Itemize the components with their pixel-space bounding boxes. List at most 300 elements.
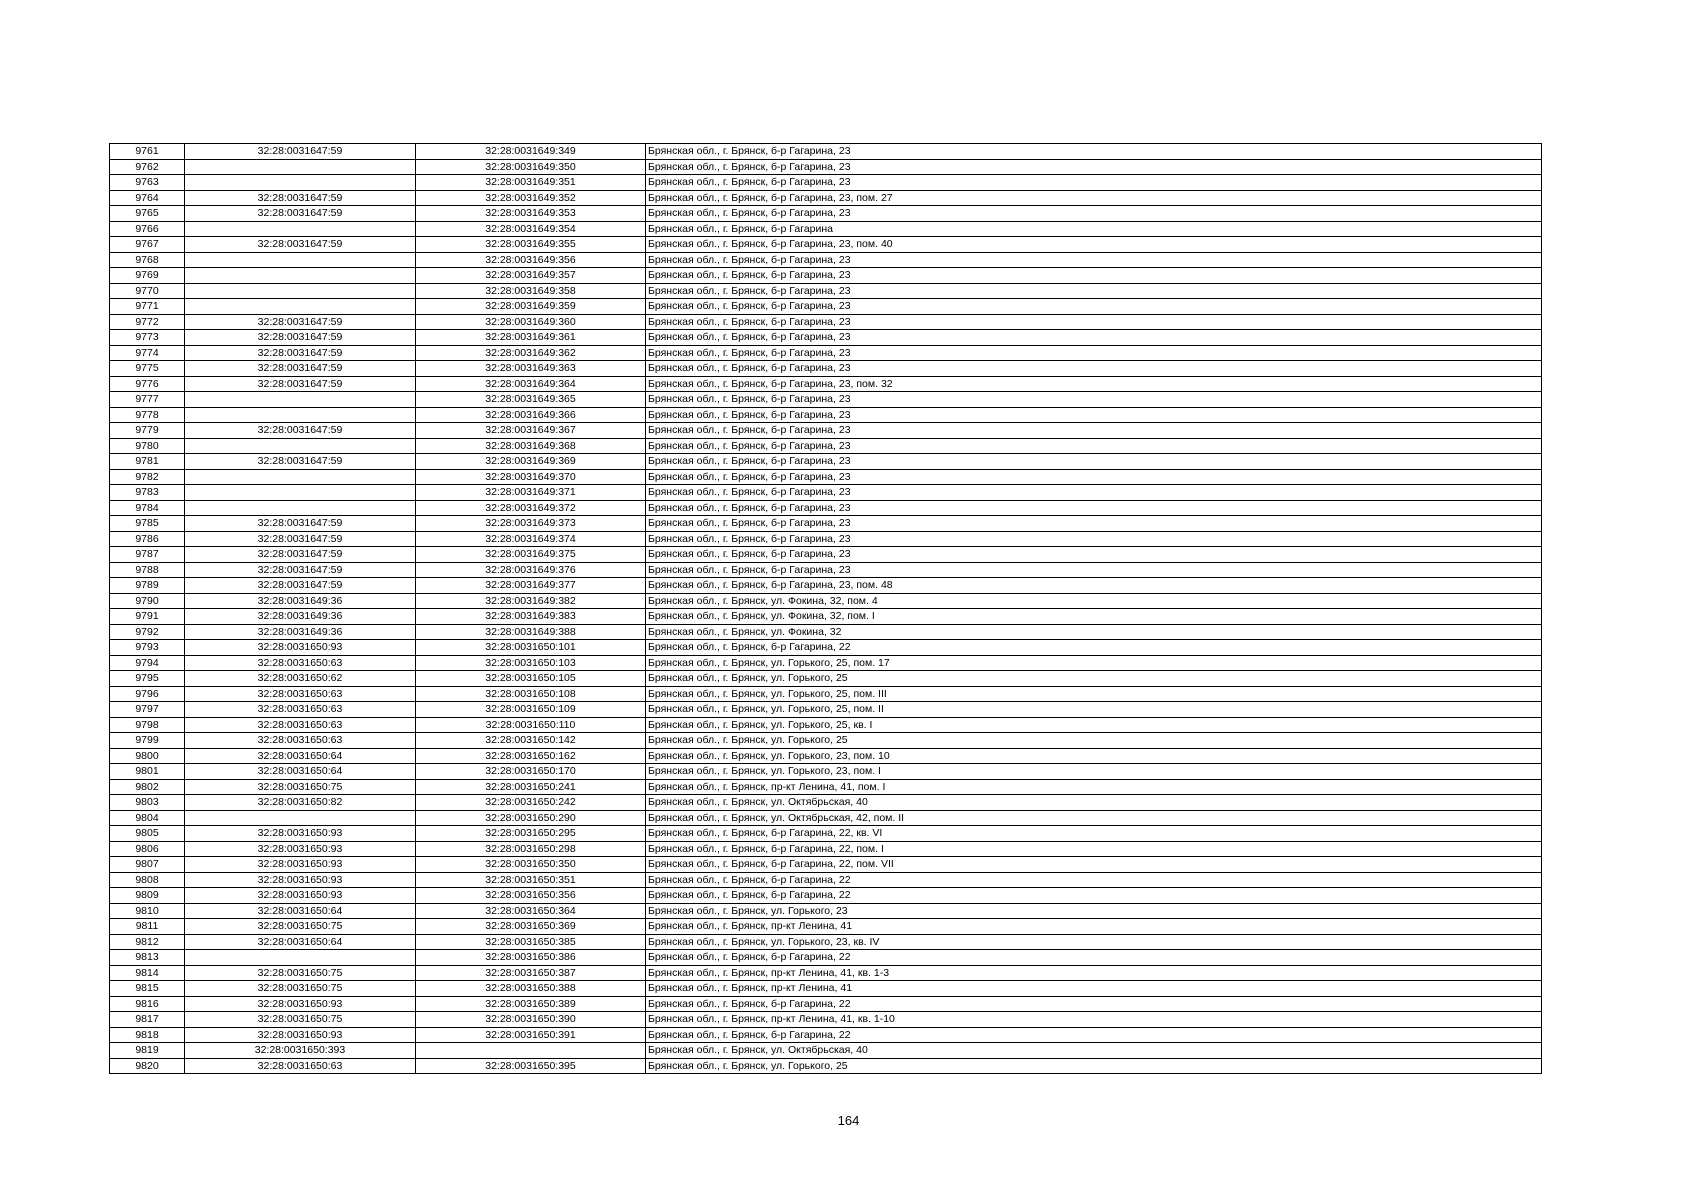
- land-cadastral-number-cell: 32:28:0031650:93: [185, 888, 416, 904]
- address-cell: Брянская обл., г. Брянск, ул. Горького, 25: [646, 1058, 1542, 1074]
- address-cell: Брянская обл., г. Брянск, ул. Октябрьская, 40: [646, 1043, 1542, 1059]
- row-number-cell: 9762: [110, 159, 185, 175]
- object-cadastral-number-cell: 32:28:0031649:358: [416, 283, 646, 299]
- address-cell: Брянская обл., г. Брянск, б-р Гагарина, 23: [646, 500, 1542, 516]
- object-cadastral-number-cell: 32:28:0031650:351: [416, 872, 646, 888]
- address-cell: Брянская обл., г. Брянск, ул. Фокина, 32: [646, 624, 1542, 640]
- land-cadastral-number-cell: 32:28:0031650:75: [185, 919, 416, 935]
- table-row: [110, 190, 1542, 206]
- object-cadastral-number-cell: 32:28:0031649:355: [416, 237, 646, 253]
- address-cell: Брянская обл., г. Брянск, б-р Гагарина, 23: [646, 345, 1542, 361]
- row-number-cell: 9818: [110, 1027, 185, 1043]
- row-number-cell: 9776: [110, 376, 185, 392]
- row-number-cell: 9799: [110, 733, 185, 749]
- land-cadastral-number-cell: 32:28:0031647:59: [185, 531, 416, 547]
- land-cadastral-number-cell: 32:28:0031650:75: [185, 779, 416, 795]
- object-cadastral-number-cell: 32:28:0031650:298: [416, 841, 646, 857]
- row-number-cell: 9788: [110, 562, 185, 578]
- row-number-cell: 9792: [110, 624, 185, 640]
- object-cadastral-number-cell: 32:28:0031649:373: [416, 516, 646, 532]
- table-row: [110, 345, 1542, 361]
- row-number-cell: 9790: [110, 593, 185, 609]
- row-number-cell: 9808: [110, 872, 185, 888]
- land-cadastral-number-cell: [185, 175, 416, 191]
- row-number-cell: 9805: [110, 826, 185, 842]
- table-row: [110, 903, 1542, 919]
- object-cadastral-number-cell: 32:28:0031650:101: [416, 640, 646, 656]
- land-cadastral-number-cell: 32:28:0031647:59: [185, 361, 416, 377]
- address-cell: Брянская обл., г. Брянск, б-р Гагарина, 23, пом. 40: [646, 237, 1542, 253]
- address-cell: Брянская обл., г. Брянск, б-р Гагарина, 23: [646, 438, 1542, 454]
- land-cadastral-number-cell: 32:28:0031650:63: [185, 717, 416, 733]
- row-number-cell: 9809: [110, 888, 185, 904]
- object-cadastral-number-cell: 32:28:0031649:375: [416, 547, 646, 563]
- land-cadastral-number-cell: 32:28:0031650:93: [185, 640, 416, 656]
- land-cadastral-number-cell: 32:28:0031647:59: [185, 330, 416, 346]
- object-cadastral-number-cell: 32:28:0031649:353: [416, 206, 646, 222]
- object-cadastral-number-cell: 32:28:0031649:349: [416, 144, 646, 160]
- address-cell: Брянская обл., г. Брянск, б-р Гагарина, 23: [646, 392, 1542, 408]
- row-number-cell: 9785: [110, 516, 185, 532]
- table-row: [110, 283, 1542, 299]
- table-row: [110, 826, 1542, 842]
- land-cadastral-number-cell: 32:28:0031650:63: [185, 1058, 416, 1074]
- land-cadastral-number-cell: 32:28:0031650:75: [185, 981, 416, 997]
- address-cell: Брянская обл., г. Брянск, ул. Горького, 25, пом. III: [646, 686, 1542, 702]
- land-cadastral-number-cell: 32:28:0031647:59: [185, 516, 416, 532]
- row-number-cell: 9814: [110, 965, 185, 981]
- object-cadastral-number-cell: 32:28:0031649:376: [416, 562, 646, 578]
- row-number-cell: 9811: [110, 919, 185, 935]
- land-cadastral-number-cell: 32:28:0031647:59: [185, 562, 416, 578]
- row-number-cell: 9807: [110, 857, 185, 873]
- address-cell: Брянская обл., г. Брянск, б-р Гагарина, 22: [646, 1027, 1542, 1043]
- address-cell: Брянская обл., г. Брянск, б-р Гагарина, 22: [646, 996, 1542, 1012]
- land-cadastral-number-cell: 32:28:0031650:64: [185, 764, 416, 780]
- land-cadastral-number-cell: [185, 469, 416, 485]
- row-number-cell: 9773: [110, 330, 185, 346]
- row-number-cell: 9787: [110, 547, 185, 563]
- land-cadastral-number-cell: 32:28:0031650:75: [185, 1012, 416, 1028]
- row-number-cell: 9795: [110, 671, 185, 687]
- table-row: [110, 764, 1542, 780]
- address-cell: Брянская обл., г. Брянск, б-р Гагарина, 23, пом. 32: [646, 376, 1542, 392]
- table-row: [110, 1012, 1542, 1028]
- address-cell: Брянская обл., г. Брянск, б-р Гагарина, 23: [646, 299, 1542, 315]
- table-row: [110, 469, 1542, 485]
- row-number-cell: 9816: [110, 996, 185, 1012]
- land-cadastral-number-cell: 32:28:0031647:59: [185, 206, 416, 222]
- object-cadastral-number-cell: 32:28:0031649:370: [416, 469, 646, 485]
- land-cadastral-number-cell: 32:28:0031647:59: [185, 454, 416, 470]
- object-cadastral-number-cell: 32:28:0031650:162: [416, 748, 646, 764]
- row-number-cell: 9767: [110, 237, 185, 253]
- address-cell: Брянская обл., г. Брянск, ул. Горького, 23, пом. 10: [646, 748, 1542, 764]
- object-cadastral-number-cell: 32:28:0031649:368: [416, 438, 646, 454]
- address-cell: Брянская обл., г. Брянск, пр-кт Ленина, 41, кв. 1-10: [646, 1012, 1542, 1028]
- row-number-cell: 9801: [110, 764, 185, 780]
- land-cadastral-number-cell: 32:28:0031650:62: [185, 671, 416, 687]
- land-cadastral-number-cell: 32:28:0031649:36: [185, 624, 416, 640]
- land-cadastral-number-cell: [185, 221, 416, 237]
- object-cadastral-number-cell: 32:28:0031649:369: [416, 454, 646, 470]
- table-row: [110, 810, 1542, 826]
- object-cadastral-number-cell: 32:28:0031650:356: [416, 888, 646, 904]
- object-cadastral-number-cell: 32:28:0031649:354: [416, 221, 646, 237]
- object-cadastral-number-cell: 32:28:0031650:242: [416, 795, 646, 811]
- address-cell: Брянская обл., г. Брянск, б-р Гагарина, 22, пом. I: [646, 841, 1542, 857]
- object-cadastral-number-cell: 32:28:0031649:361: [416, 330, 646, 346]
- address-cell: Брянская обл., г. Брянск, б-р Гагарина, 23: [646, 423, 1542, 439]
- table-row: [110, 655, 1542, 671]
- table-row: [110, 686, 1542, 702]
- address-cell: Брянская обл., г. Брянск, б-р Гагарина, 23: [646, 175, 1542, 191]
- land-cadastral-number-cell: 32:28:0031650:93: [185, 826, 416, 842]
- object-cadastral-number-cell: 32:28:0031649:371: [416, 485, 646, 501]
- land-cadastral-number-cell: 32:28:0031650:93: [185, 996, 416, 1012]
- row-number-cell: 9786: [110, 531, 185, 547]
- row-number-cell: 9802: [110, 779, 185, 795]
- address-cell: Брянская обл., г. Брянск, пр-кт Ленина, 41, пом. I: [646, 779, 1542, 795]
- table-row: [110, 609, 1542, 625]
- land-cadastral-number-cell: [185, 268, 416, 284]
- land-cadastral-number-cell: 32:28:0031650:93: [185, 1027, 416, 1043]
- land-cadastral-number-cell: 32:28:0031650:63: [185, 702, 416, 718]
- object-cadastral-number-cell: 32:28:0031649:377: [416, 578, 646, 594]
- row-number-cell: 9815: [110, 981, 185, 997]
- table-row: [110, 872, 1542, 888]
- table-row: [110, 376, 1542, 392]
- table-row: [110, 640, 1542, 656]
- address-cell: Брянская обл., г. Брянск, б-р Гагарина, 23: [646, 252, 1542, 268]
- table-row: [110, 531, 1542, 547]
- land-cadastral-number-cell: [185, 810, 416, 826]
- table-row: [110, 1058, 1542, 1074]
- row-number-cell: 9819: [110, 1043, 185, 1059]
- table-row: [110, 733, 1542, 749]
- address-cell: Брянская обл., г. Брянск, б-р Гагарина, 22: [646, 640, 1542, 656]
- land-cadastral-number-cell: 32:28:0031650:64: [185, 934, 416, 950]
- table-row: [110, 361, 1542, 377]
- object-cadastral-number-cell: 32:28:0031650:105: [416, 671, 646, 687]
- object-cadastral-number-cell: 32:28:0031650:391: [416, 1027, 646, 1043]
- row-number-cell: 9777: [110, 392, 185, 408]
- table-row: [110, 221, 1542, 237]
- address-cell: Брянская обл., г. Брянск, б-р Гагарина, 23: [646, 144, 1542, 160]
- object-cadastral-number-cell: [416, 1043, 646, 1059]
- table-row: [110, 516, 1542, 532]
- address-cell: Брянская обл., г. Брянск, б-р Гагарина: [646, 221, 1542, 237]
- object-cadastral-number-cell: 32:28:0031650:386: [416, 950, 646, 966]
- table-row: [110, 1043, 1542, 1059]
- land-cadastral-number-cell: 32:28:0031650:63: [185, 655, 416, 671]
- table-row: [110, 996, 1542, 1012]
- address-cell: Брянская обл., г. Брянск, б-р Гагарина, 23: [646, 330, 1542, 346]
- address-cell: Брянская обл., г. Брянск, б-р Гагарина, 22, пом. VII: [646, 857, 1542, 873]
- address-cell: Брянская обл., г. Брянск, б-р Гагарина, 23: [646, 469, 1542, 485]
- row-number-cell: 9774: [110, 345, 185, 361]
- land-cadastral-number-cell: 32:28:0031650:64: [185, 903, 416, 919]
- address-cell: Брянская обл., г. Брянск, ул. Горького, 25: [646, 671, 1542, 687]
- row-number-cell: 9763: [110, 175, 185, 191]
- table-row: [110, 934, 1542, 950]
- land-cadastral-number-cell: 32:28:0031650:393: [185, 1043, 416, 1059]
- table-row: [110, 624, 1542, 640]
- land-cadastral-number-cell: 32:28:0031650:93: [185, 857, 416, 873]
- address-cell: Брянская обл., г. Брянск, б-р Гагарина, 23: [646, 547, 1542, 563]
- row-number-cell: 9789: [110, 578, 185, 594]
- row-number-cell: 9768: [110, 252, 185, 268]
- object-cadastral-number-cell: 32:28:0031650:350: [416, 857, 646, 873]
- table-row: [110, 779, 1542, 795]
- row-number-cell: 9770: [110, 283, 185, 299]
- land-cadastral-number-cell: 32:28:0031647:59: [185, 345, 416, 361]
- land-cadastral-number-cell: 32:28:0031647:59: [185, 314, 416, 330]
- object-cadastral-number-cell: 32:28:0031650:390: [416, 1012, 646, 1028]
- row-number-cell: 9779: [110, 423, 185, 439]
- object-cadastral-number-cell: 32:28:0031650:387: [416, 965, 646, 981]
- table-row: [110, 671, 1542, 687]
- address-cell: Брянская обл., г. Брянск, ул. Горького, 25: [646, 733, 1542, 749]
- address-cell: Брянская обл., г. Брянск, б-р Гагарина, 23: [646, 562, 1542, 578]
- row-number-cell: 9761: [110, 144, 185, 160]
- land-cadastral-number-cell: 32:28:0031650:93: [185, 841, 416, 857]
- address-cell: Брянская обл., г. Брянск, б-р Гагарина, 23: [646, 268, 1542, 284]
- table-row: [110, 841, 1542, 857]
- object-cadastral-number-cell: 32:28:0031649:359: [416, 299, 646, 315]
- table-row: [110, 175, 1542, 191]
- table-row: [110, 593, 1542, 609]
- address-cell: Брянская обл., г. Брянск, б-р Гагарина, 22: [646, 872, 1542, 888]
- table-row: [110, 795, 1542, 811]
- object-cadastral-number-cell: 32:28:0031650:109: [416, 702, 646, 718]
- address-cell: Брянская обл., г. Брянск, б-р Гагарина, 22: [646, 888, 1542, 904]
- object-cadastral-number-cell: 32:28:0031649:351: [416, 175, 646, 191]
- table-row: [110, 407, 1542, 423]
- row-number-cell: 9765: [110, 206, 185, 222]
- table-row: [110, 268, 1542, 284]
- row-number-cell: 9813: [110, 950, 185, 966]
- registry-table-body: [110, 144, 1542, 1074]
- table-row: [110, 562, 1542, 578]
- land-cadastral-number-cell: 32:28:0031650:64: [185, 748, 416, 764]
- address-cell: Брянская обл., г. Брянск, пр-кт Ленина, 41: [646, 919, 1542, 935]
- land-cadastral-number-cell: [185, 485, 416, 501]
- object-cadastral-number-cell: 32:28:0031649:352: [416, 190, 646, 206]
- object-cadastral-number-cell: 32:28:0031649:367: [416, 423, 646, 439]
- table-row: [110, 454, 1542, 470]
- row-number-cell: 9806: [110, 841, 185, 857]
- object-cadastral-number-cell: 32:28:0031650:295: [416, 826, 646, 842]
- land-cadastral-number-cell: [185, 407, 416, 423]
- address-cell: Брянская обл., г. Брянск, б-р Гагарина, 23, пом. 48: [646, 578, 1542, 594]
- address-cell: Брянская обл., г. Брянск, б-р Гагарина, 23: [646, 159, 1542, 175]
- table-row: [110, 965, 1542, 981]
- table-row: [110, 547, 1542, 563]
- row-number-cell: 9793: [110, 640, 185, 656]
- row-number-cell: 9817: [110, 1012, 185, 1028]
- row-number-cell: 9783: [110, 485, 185, 501]
- object-cadastral-number-cell: 32:28:0031649:350: [416, 159, 646, 175]
- address-cell: Брянская обл., г. Брянск, ул. Горького, 25, кв. I: [646, 717, 1542, 733]
- object-cadastral-number-cell: 32:28:0031649:383: [416, 609, 646, 625]
- page-number: 164: [837, 1113, 860, 1128]
- object-cadastral-number-cell: 32:28:0031650:364: [416, 903, 646, 919]
- object-cadastral-number-cell: 32:28:0031649:374: [416, 531, 646, 547]
- address-cell: Брянская обл., г. Брянск, ул. Октябрьская, 40: [646, 795, 1542, 811]
- table-row: [110, 578, 1542, 594]
- registry-table: [109, 143, 1542, 1074]
- row-number-cell: 9781: [110, 454, 185, 470]
- address-cell: Брянская обл., г. Брянск, б-р Гагарина, 23: [646, 314, 1542, 330]
- land-cadastral-number-cell: [185, 392, 416, 408]
- land-cadastral-number-cell: [185, 950, 416, 966]
- address-cell: Брянская обл., г. Брянск, ул. Фокина, 32, пом. 4: [646, 593, 1542, 609]
- object-cadastral-number-cell: 32:28:0031650:241: [416, 779, 646, 795]
- table-row: [110, 237, 1542, 253]
- row-number-cell: 9771: [110, 299, 185, 315]
- row-number-cell: 9794: [110, 655, 185, 671]
- object-cadastral-number-cell: 32:28:0031649:356: [416, 252, 646, 268]
- row-number-cell: 9820: [110, 1058, 185, 1074]
- row-number-cell: 9778: [110, 407, 185, 423]
- table-row: [110, 500, 1542, 516]
- row-number-cell: 9810: [110, 903, 185, 919]
- row-number-cell: 9812: [110, 934, 185, 950]
- row-number-cell: 9764: [110, 190, 185, 206]
- row-number-cell: 9766: [110, 221, 185, 237]
- table-row: [110, 717, 1542, 733]
- object-cadastral-number-cell: 32:28:0031650:103: [416, 655, 646, 671]
- address-cell: Брянская обл., г. Брянск, б-р Гагарина, 23: [646, 516, 1542, 532]
- table-row: [110, 950, 1542, 966]
- table-row: [110, 485, 1542, 501]
- object-cadastral-number-cell: 32:28:0031650:110: [416, 717, 646, 733]
- land-cadastral-number-cell: [185, 283, 416, 299]
- table-row: [110, 438, 1542, 454]
- land-cadastral-number-cell: 32:28:0031649:36: [185, 593, 416, 609]
- object-cadastral-number-cell: 32:28:0031650:385: [416, 934, 646, 950]
- object-cadastral-number-cell: 32:28:0031649:382: [416, 593, 646, 609]
- object-cadastral-number-cell: 32:28:0031650:369: [416, 919, 646, 935]
- land-cadastral-number-cell: 32:28:0031647:59: [185, 376, 416, 392]
- row-number-cell: 9803: [110, 795, 185, 811]
- land-cadastral-number-cell: 32:28:0031650:93: [185, 872, 416, 888]
- land-cadastral-number-cell: [185, 500, 416, 516]
- object-cadastral-number-cell: 32:28:0031650:395: [416, 1058, 646, 1074]
- object-cadastral-number-cell: 32:28:0031650:108: [416, 686, 646, 702]
- row-number-cell: 9798: [110, 717, 185, 733]
- address-cell: Брянская обл., г. Брянск, пр-кт Ленина, 41: [646, 981, 1542, 997]
- land-cadastral-number-cell: [185, 299, 416, 315]
- table-row: [110, 330, 1542, 346]
- row-number-cell: 9784: [110, 500, 185, 516]
- table-row: [110, 423, 1542, 439]
- object-cadastral-number-cell: 32:28:0031650:389: [416, 996, 646, 1012]
- object-cadastral-number-cell: 32:28:0031650:388: [416, 981, 646, 997]
- table-row: [110, 888, 1542, 904]
- row-number-cell: 9772: [110, 314, 185, 330]
- land-cadastral-number-cell: [185, 252, 416, 268]
- object-cadastral-number-cell: 32:28:0031649:363: [416, 361, 646, 377]
- row-number-cell: 9804: [110, 810, 185, 826]
- object-cadastral-number-cell: 32:28:0031650:290: [416, 810, 646, 826]
- object-cadastral-number-cell: 32:28:0031649:388: [416, 624, 646, 640]
- object-cadastral-number-cell: 32:28:0031649:362: [416, 345, 646, 361]
- table-row: [110, 857, 1542, 873]
- address-cell: Брянская обл., г. Брянск, пр-кт Ленина, 41, кв. 1-3: [646, 965, 1542, 981]
- address-cell: Брянская обл., г. Брянск, б-р Гагарина, 23: [646, 485, 1542, 501]
- table-row: [110, 981, 1542, 997]
- address-cell: Брянская обл., г. Брянск, б-р Гагарина, 23: [646, 454, 1542, 470]
- address-cell: Брянская обл., г. Брянск, ул. Горького, 25, пом. II: [646, 702, 1542, 718]
- table-row: [110, 702, 1542, 718]
- land-cadastral-number-cell: 32:28:0031650:75: [185, 965, 416, 981]
- address-cell: Брянская обл., г. Брянск, ул. Горького, 23, пом. I: [646, 764, 1542, 780]
- address-cell: Брянская обл., г. Брянск, б-р Гагарина, 22, кв. VI: [646, 826, 1542, 842]
- table-row: [110, 144, 1542, 160]
- object-cadastral-number-cell: 32:28:0031649:372: [416, 500, 646, 516]
- address-cell: Брянская обл., г. Брянск, б-р Гагарина, 23: [646, 283, 1542, 299]
- row-number-cell: 9780: [110, 438, 185, 454]
- object-cadastral-number-cell: 32:28:0031649:360: [416, 314, 646, 330]
- land-cadastral-number-cell: 32:28:0031647:59: [185, 190, 416, 206]
- row-number-cell: 9782: [110, 469, 185, 485]
- address-cell: Брянская обл., г. Брянск, ул. Фокина, 32, пом. I: [646, 609, 1542, 625]
- address-cell: Брянская обл., г. Брянск, б-р Гагарина, 23: [646, 206, 1542, 222]
- row-number-cell: 9775: [110, 361, 185, 377]
- address-cell: Брянская обл., г. Брянск, ул. Горького, 23: [646, 903, 1542, 919]
- object-cadastral-number-cell: 32:28:0031649:364: [416, 376, 646, 392]
- address-cell: Брянская обл., г. Брянск, б-р Гагарина, 23: [646, 361, 1542, 377]
- address-cell: Брянская обл., г. Брянск, б-р Гагарина, 23: [646, 407, 1542, 423]
- table-row: [110, 392, 1542, 408]
- address-cell: Брянская обл., г. Брянск, б-р Гагарина, 23: [646, 531, 1542, 547]
- land-cadastral-number-cell: 32:28:0031650:82: [185, 795, 416, 811]
- land-cadastral-number-cell: 32:28:0031647:59: [185, 237, 416, 253]
- object-cadastral-number-cell: 32:28:0031650:170: [416, 764, 646, 780]
- land-cadastral-number-cell: 32:28:0031647:59: [185, 578, 416, 594]
- table-row: [110, 252, 1542, 268]
- table-row: [110, 1027, 1542, 1043]
- row-number-cell: 9796: [110, 686, 185, 702]
- row-number-cell: 9800: [110, 748, 185, 764]
- land-cadastral-number-cell: 32:28:0031647:59: [185, 547, 416, 563]
- table-row: [110, 748, 1542, 764]
- land-cadastral-number-cell: 32:28:0031649:36: [185, 609, 416, 625]
- object-cadastral-number-cell: 32:28:0031650:142: [416, 733, 646, 749]
- address-cell: Брянская обл., г. Брянск, б-р Гагарина, 22: [646, 950, 1542, 966]
- object-cadastral-number-cell: 32:28:0031649:357: [416, 268, 646, 284]
- land-cadastral-number-cell: [185, 159, 416, 175]
- row-number-cell: 9769: [110, 268, 185, 284]
- row-number-cell: 9797: [110, 702, 185, 718]
- address-cell: Брянская обл., г. Брянск, ул. Горького, 25, пом. 17: [646, 655, 1542, 671]
- table-row: [110, 314, 1542, 330]
- address-cell: Брянская обл., г. Брянск, б-р Гагарина, 23, пом. 27: [646, 190, 1542, 206]
- land-cadastral-number-cell: 32:28:0031647:59: [185, 144, 416, 160]
- table-row: [110, 159, 1542, 175]
- object-cadastral-number-cell: 32:28:0031649:365: [416, 392, 646, 408]
- object-cadastral-number-cell: 32:28:0031649:366: [416, 407, 646, 423]
- land-cadastral-number-cell: 32:28:0031650:63: [185, 686, 416, 702]
- row-number-cell: 9791: [110, 609, 185, 625]
- land-cadastral-number-cell: [185, 438, 416, 454]
- land-cadastral-number-cell: 32:28:0031647:59: [185, 423, 416, 439]
- table-row: [110, 206, 1542, 222]
- table-row: [110, 299, 1542, 315]
- land-cadastral-number-cell: 32:28:0031650:63: [185, 733, 416, 749]
